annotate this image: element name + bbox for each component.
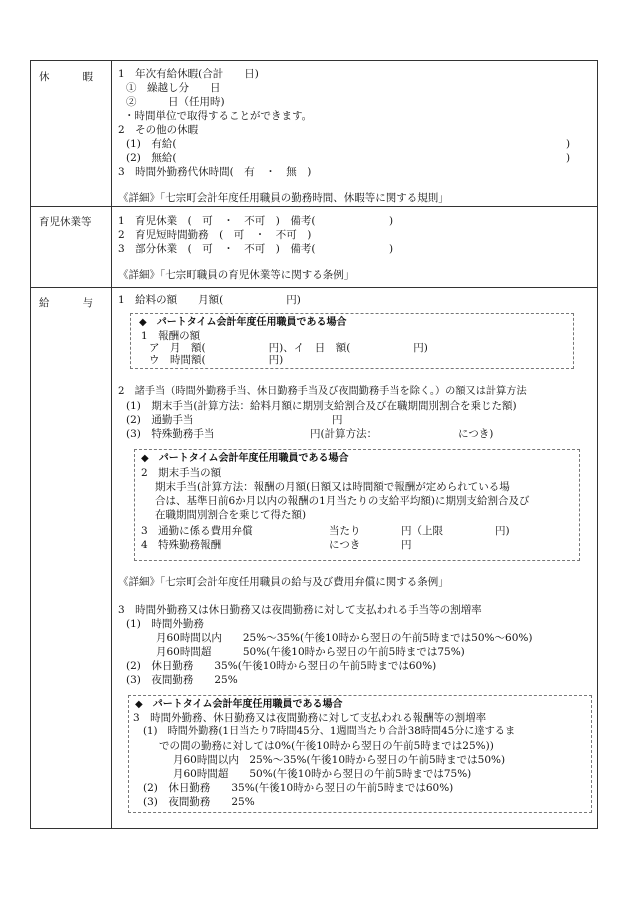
hourly-note: ・時間単位で取得することができます。: [124, 110, 313, 122]
commute-yen: 円: [332, 414, 343, 426]
box2-line2: 期末手当(計算方法：報酬の月額(日額又は時間額で報酬が定められている場: [155, 481, 510, 493]
box2-line4: 在職期間別割合を乗じて得た額): [155, 509, 307, 521]
box3-line1: 3 時間外勤務、休日勤務又は夜間勤務に対して支払われる報酬等の割増率: [133, 712, 487, 724]
childcare-leave: 1 育児休業 ( 可 ・ 不可 ) 備考( ): [118, 215, 394, 227]
special-yen: 円(計算方法：: [310, 428, 378, 440]
term-end-allowance: (1) 期末手当(計算方法：給料月額に期別支給割合及び在職期間別割合を乗じた額): [126, 400, 517, 412]
unpaid-leave-close: ): [566, 152, 571, 164]
box1-line2: ア 月 額( 円)、イ 日 額( 円): [149, 342, 428, 354]
salary-row: [31, 287, 597, 828]
premium-heading: 3 時間外勤務又は休日勤務又は夜間勤務に対して支払われる手当等の割増率: [118, 604, 482, 616]
box3-line4: 月60時間以内 25%～35%(午後10時から翌日の午前5時までは50%): [173, 754, 506, 766]
box2-title: ◆ パートタイム会計年度任用職員である場合: [141, 453, 349, 464]
carryover: ① 繰越し分 日: [126, 82, 221, 94]
childcare-detail: 《詳細》「七宗町職員の育児休業等に関する条例」: [118, 269, 355, 281]
unpaid-leave: (2) 無給(: [126, 152, 177, 164]
box3-line6: (2) 休日勤務 35%(午後10時から翌日の午前5時までは60%): [143, 782, 454, 794]
special-allowance: (3) 特殊勤務手当: [126, 428, 215, 440]
box1-line1: 1 報酬の額: [141, 330, 201, 342]
partial-leave: 3 部分休業 ( 可 ・ 不可 ) 備考( ): [118, 243, 394, 255]
leave-row: [31, 61, 597, 207]
box3-line3: での間の勤務に対しては0%(午後10時から翌日の午前5時までは25%)): [159, 740, 494, 752]
box2-line3: 合は、基準日前6か月以内の報酬の1月当たりの支給平均額)に期別支給割合及び: [155, 495, 530, 507]
box3-line2: (1) 時間外勤務(1日当たり7時間45分、1週間当たり合計38時間45分に達するま: [143, 726, 516, 737]
box3-title: ◆ パートタイム会計年度任用職員である場合: [135, 699, 343, 710]
short-hours: 2 育児短時間勤務 ( 可 ・ 不可 ): [118, 229, 312, 241]
salary-detail: 《詳細》「七宗町会計年度任用職員の給与及び費用弁償に関する条例」: [118, 576, 449, 588]
allowances-heading: 2 諸手当（時間外勤務手当、休日勤務手当及び夜間勤務手当を除く。）の額又は計算方法: [118, 386, 527, 397]
box3-line7: (3) 夜間勤務 25%: [143, 796, 255, 808]
childcare-label: 育児休業等: [39, 216, 92, 228]
paid-leave: (1) 有給(: [126, 138, 177, 150]
box3-line5: 月60時間超 50%(午後10時から翌日の午前5時までは75%): [173, 768, 472, 780]
parttime-box-3: [128, 695, 592, 813]
on-appointment: ② 日（任用時): [126, 96, 225, 108]
night-work: (3) 夜間勤務 25%: [126, 674, 238, 686]
special-per: につき): [458, 428, 494, 440]
salary-label: 給 与: [39, 297, 93, 309]
childcare-row: [31, 206, 597, 288]
base-salary: 1 給料の額 月額( 円): [118, 294, 301, 306]
leave-detail: 《詳細》「七宗町会計年度任用職員の勤務時間、休暇等に関する規則」: [118, 192, 449, 204]
box2-line1: 2 期末手当の額: [141, 467, 222, 479]
parttime-box-2: [134, 449, 580, 561]
other-leave: 2 その他の休暇: [118, 124, 199, 136]
conditions-table: [30, 60, 598, 829]
overtime-within-60: 月60時間以内 25%～35%(午後10時から翌日の午前5時までは50%～60%): [156, 632, 533, 644]
overtime: (1) 時間外勤務: [126, 618, 204, 630]
overtime-over-60: 月60時間超 50%(午後10時から翌日の午前5時までは75%): [156, 646, 465, 658]
box2-special-per: につき: [329, 539, 361, 551]
overtime-comp: 3 時間外勤務代休時間( 有 ・ 無 ): [118, 166, 312, 178]
box2-special-yen: 円: [401, 539, 412, 551]
leave-label: 休 暇: [39, 71, 93, 83]
paid-leave-close: ): [566, 138, 571, 150]
holiday-work: (2) 休日勤務 35%(午後10時から翌日の午前5時までは60%): [126, 660, 437, 672]
box2-commute-close: 円): [495, 525, 510, 537]
box2-commute: 3 通勤に係る費用弁償: [141, 525, 253, 537]
box1-line3: ウ 時間額( 円): [149, 354, 284, 366]
box2-commute-limit: 円（上限: [401, 525, 443, 537]
parttime-box-1: [130, 313, 574, 369]
commute-allowance: (2) 通勤手当: [126, 414, 194, 426]
box2-commute-per: 当たり: [329, 525, 361, 537]
box1-title: ◆ パートタイム会計年度任用職員である場合: [139, 317, 347, 328]
box2-special: 4 特殊勤務報酬: [141, 539, 222, 551]
annual-leave: 1 年次有給休暇(合計 日): [118, 68, 259, 80]
